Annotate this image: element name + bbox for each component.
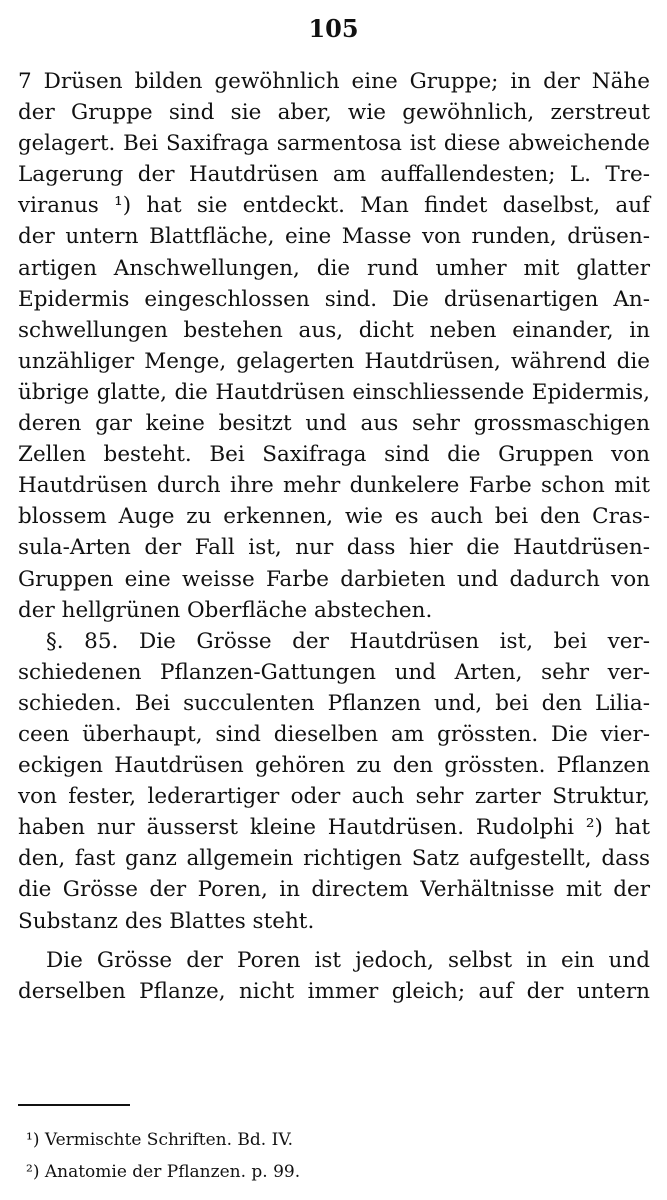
text-line: übrige glatte, die Hautdrüsen einschliessende Epidermis,: [18, 379, 650, 405]
text-line: viranus ¹) hat sie entdeckt. Man findet daselbst, auf: [18, 193, 650, 219]
text-line: eckigen Hautdrüsen gehören zu den grössten. Pflanzen: [18, 753, 650, 779]
section-heading-line: §. 85. Die Grösse der Hautdrüsen ist, bei ver-: [46, 628, 650, 654]
text-line: der hellgrünen Oberfläche abstechen.: [18, 597, 433, 623]
text-line: deren gar keine besitzt und aus sehr grossmaschigen: [18, 411, 650, 437]
paragraph-gap: [18, 937, 650, 945]
text-line: der Gruppe sind sie aber, wie gewöhnlich, zerstreut: [18, 100, 650, 126]
text-line: Lagerung der Hautdrüsen am auffallendesten; L. Tre-: [18, 162, 650, 188]
footnote-divider: [18, 1104, 130, 1106]
paragraph: [18, 945, 650, 1007]
text-line: haben nur äusserst kleine Hautdrüsen. Rudolphi ²) hat: [18, 815, 650, 841]
text-line: ceen überhaupt, sind dieselben am grössten. Die vier-: [18, 721, 650, 747]
text-line: von fester, lederartiger oder auch sehr zarter Struktur,: [18, 784, 650, 810]
section-paragraph: [18, 626, 650, 937]
paragraph: [18, 66, 650, 626]
body-text: [18, 66, 650, 1007]
text-line: Die Grösse der Poren ist jedoch, selbst in ein und: [46, 947, 650, 973]
text-line: sula-Arten der Fall ist, nur dass hier die Hautdrüsen-: [18, 535, 650, 561]
text-line: Gruppen eine weisse Farbe darbieten und dadurch von: [18, 566, 650, 592]
page-number: 105: [308, 14, 359, 43]
text-line: derselben Pflanze, nicht immer gleich; auf der untern: [18, 978, 650, 1004]
text-line: der untern Blattfläche, eine Masse von runden, drüsen-: [18, 224, 650, 250]
text-line: schieden. Bei succulenten Pflanzen und, bei den Lilia-: [18, 690, 650, 716]
text-line: blossem Auge zu erkennen, wie es auch bei den Cras-: [18, 504, 650, 530]
text-line: 7 Drüsen bilden gewöhnlich eine Gruppe; in der Nähe: [18, 69, 650, 94]
footnotes: [18, 1124, 650, 1188]
text-line: schwellungen bestehen aus, dicht neben einander, in: [18, 317, 650, 343]
footnote: ¹) Vermischte Schriften. Bd. IV.: [26, 1130, 294, 1150]
text-line: gelagert. Bei Saxifraga sarmentosa ist diese abweichende: [18, 131, 650, 157]
text-line: Substanz des Blattes steht.: [18, 908, 315, 934]
text-line: Zellen besteht. Bei Saxifraga sind die Gruppen von: [18, 442, 650, 468]
text-line: den, fast ganz allgemein richtigen Satz aufgestellt, dass: [18, 846, 650, 872]
text-line: die Grösse der Poren, in directem Verhältnisse mit der: [18, 877, 650, 903]
text-line: unzähliger Menge, gelagerten Hautdrüsen, während die: [18, 348, 650, 374]
text-line: Epidermis eingeschlossen sind. Die drüsenartigen An-: [18, 286, 650, 312]
text-line: schiedenen Pflanzen-Gattungen und Arten, sehr ver-: [18, 659, 650, 685]
footnote: ²) Anatomie der Pflanzen. p. 99.: [26, 1162, 301, 1182]
text-line: artigen Anschwellungen, die rund umher mit glatter: [18, 255, 650, 281]
text-line: Hautdrüsen durch ihre mehr dunkelere Farbe schon mit: [18, 473, 650, 499]
